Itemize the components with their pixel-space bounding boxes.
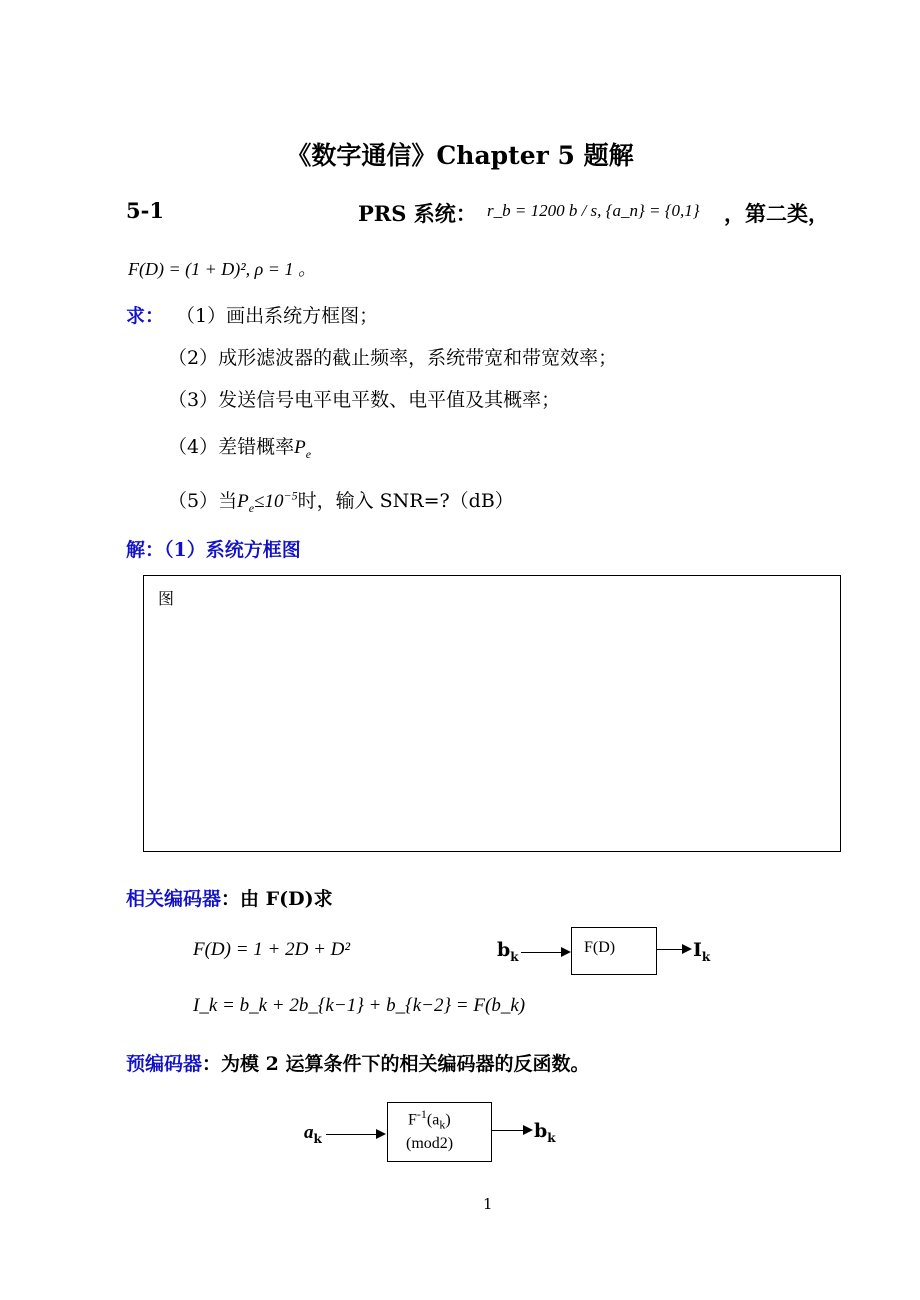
pe-subscript-2: e <box>248 500 255 515</box>
precoder-line <box>126 1049 589 1076</box>
precoder-heading: 预编码器 <box>126 1053 203 1075</box>
correlative-encoder-text: ：由 F(D)求 <box>221 888 333 910</box>
encoder-input-arrow <box>521 952 569 953</box>
page-number: 1 <box>483 1195 493 1213</box>
pe-symbol: P <box>294 437 306 458</box>
encoder-output-label <box>693 939 710 964</box>
precoder-text: ：为模 2 运算条件下的相关编码器的反函数。 <box>202 1053 590 1075</box>
encoder-output-arrow <box>656 949 690 950</box>
pe-exponent: −5 <box>283 488 298 503</box>
formula-line: F(D) = (1 + D)², ρ = 1 。 <box>128 259 316 279</box>
figure-placeholder: 图 <box>158 589 175 608</box>
figure-box <box>143 575 841 852</box>
solution-item-1: （1）系统方框图 <box>164 539 301 561</box>
ask-label: 求： <box>126 305 165 327</box>
precoder-output-arrow <box>491 1130 531 1131</box>
ask-item-1: （1）画出系统方框图； <box>176 305 379 327</box>
ask-item-4-text: （4）差错概率 <box>168 436 295 458</box>
system-label: PRS 系统： <box>358 201 477 226</box>
page-title: 《数字通信》Chapter 5 题解 <box>286 141 634 170</box>
ask-item-3: （3）发送信号电平电平数、电平值及其概率； <box>168 389 561 411</box>
precoder-arg-open: (a <box>426 1111 440 1129</box>
encoder-equation-1: F(D) = 1 + 2D + D² <box>193 939 351 960</box>
precoder-input-label <box>304 1121 322 1146</box>
precoder-arg-close: ) <box>445 1111 451 1129</box>
precoder-input-sub: k <box>313 1131 322 1146</box>
encoder-equation-2: I_k = b_k + 2b_{k−1} + b_{k−2} = F(b_k) <box>193 995 526 1016</box>
correlative-encoder-heading: 相关编码器 <box>126 888 222 910</box>
ask-item-5-prefix: （5）当 <box>168 490 238 512</box>
precoder-block <box>387 1102 492 1162</box>
problem-number: 5-1 <box>126 198 164 223</box>
encoder-input-sub: k <box>510 949 519 964</box>
ask-item-4 <box>168 432 311 462</box>
pe-subscript: e <box>305 446 312 461</box>
ask-item-2: （2）成形滤波器的截止频率，系统带宽和带宽效率； <box>168 347 618 369</box>
given-math <box>487 201 700 221</box>
precoder-block-line2: (mod2) <box>406 1135 454 1152</box>
pe-condition: ≤10 <box>254 491 284 512</box>
precoder-f-sup: -1 <box>416 1107 427 1121</box>
precoder-input-arrow <box>326 1134 384 1135</box>
encoder-input-label <box>497 939 519 964</box>
precoder-input: a <box>304 1122 314 1143</box>
encoder-output: I <box>693 939 702 961</box>
precoder-block-line1 <box>408 1107 451 1133</box>
precoder-output: b <box>534 1120 548 1142</box>
class-text: ，第二类， <box>724 201 829 226</box>
ask-item-5 <box>168 486 514 516</box>
ask-item-5-suffix: 时，输入 SNR=?（dB） <box>297 490 514 512</box>
solution-prefix: 解： <box>126 539 165 561</box>
solution-label <box>126 535 301 562</box>
given-math-text: r_b = 1200 b / s, {a_n} = {0,1} <box>487 201 700 220</box>
encoder-block-label: F(D) <box>584 939 616 956</box>
precoder-arg-sub: k <box>439 1117 446 1132</box>
encoder-output-sub: k <box>701 949 711 964</box>
encoder-block <box>571 927 657 975</box>
encoder-input: b <box>497 939 511 961</box>
precoder-output-label <box>534 1120 556 1145</box>
pe-symbol-2: P <box>237 491 249 512</box>
precoder-f: F <box>408 1111 417 1129</box>
precoder-output-sub: k <box>547 1130 556 1145</box>
correlative-encoder-line <box>126 884 333 911</box>
